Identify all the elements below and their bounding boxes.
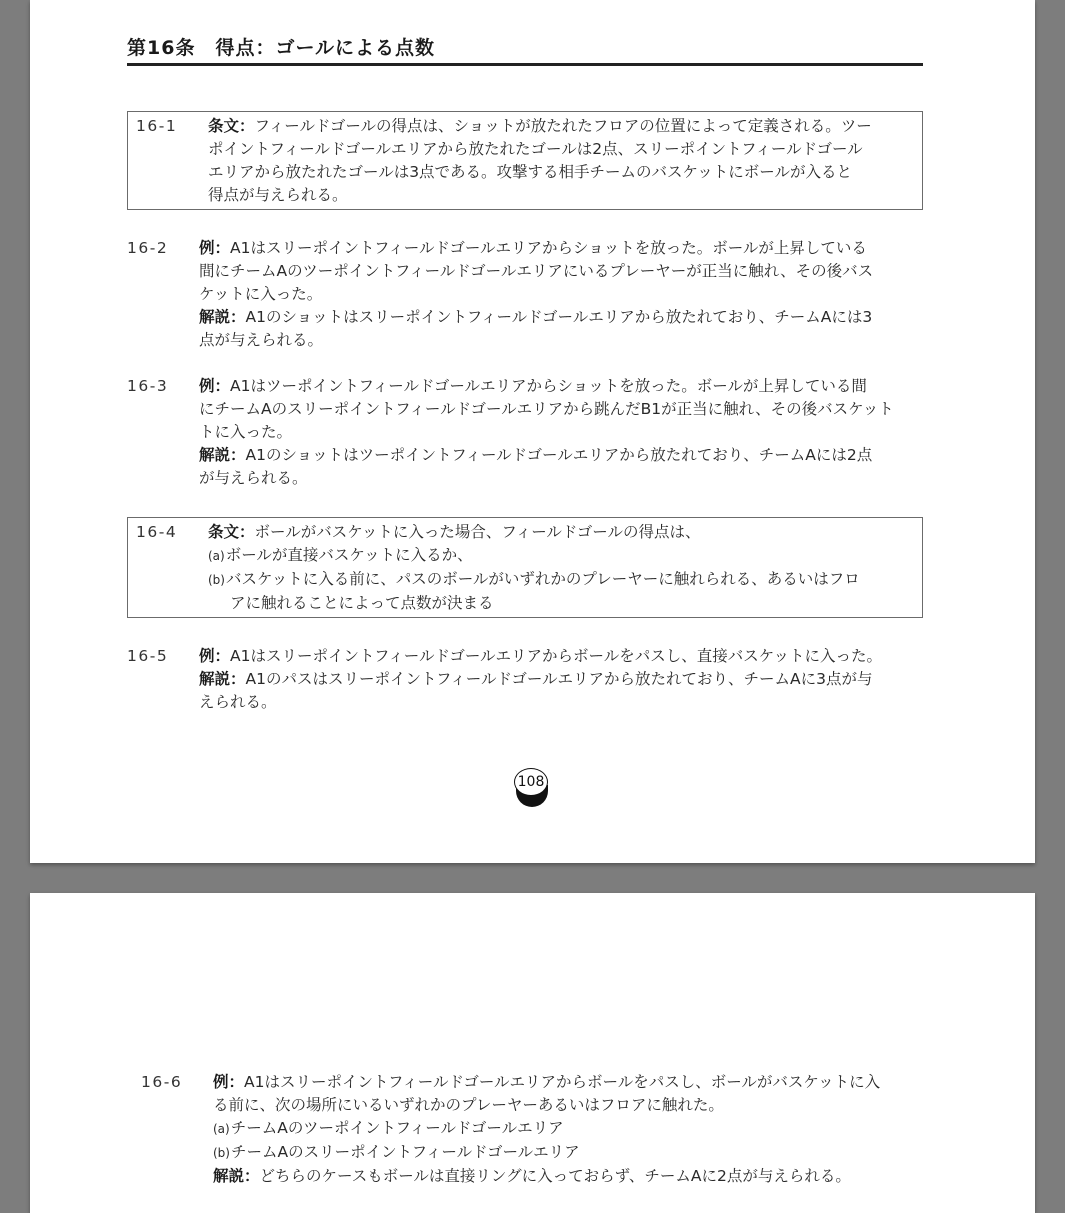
explanation-label: 解説： bbox=[199, 446, 246, 464]
explanation-text: が与えられる。 bbox=[199, 469, 308, 487]
page-number: 108 bbox=[514, 768, 548, 796]
explanation-label: 解説： bbox=[213, 1167, 260, 1185]
example-text: 間にチームAのツーポイントフィールドゴールエリアにいるプレーヤーが正当に触れ、その後バス bbox=[199, 262, 874, 280]
article-text: 得点が与えられる。 bbox=[208, 186, 348, 204]
list-item-b: バスケットに入る前に、パスのボールがいずれかのプレーヤーに触れられる、あるいはフロ bbox=[225, 570, 860, 588]
case-16-2 bbox=[127, 237, 927, 352]
document-page-108 bbox=[30, 0, 1035, 863]
example-text: トに入った。 bbox=[199, 423, 293, 441]
example-text: A1はスリーポイントフィールドゴールエリアからボールをパスし、ボールがバスケットに入 bbox=[244, 1073, 881, 1091]
example-text: A1はスリーポイントフィールドゴールエリアからボールをパスし、直接バスケットに入った。 bbox=[230, 647, 882, 665]
case-16-6 bbox=[141, 1071, 971, 1188]
example-label: 例： bbox=[213, 1073, 245, 1091]
document-page-109 bbox=[30, 893, 1035, 1213]
entry-number: 16-1 bbox=[136, 117, 178, 135]
entry-number: 16-5 bbox=[127, 647, 169, 665]
article-title: 第16条 得点：ゴールによる点数 bbox=[127, 37, 436, 59]
case-16-3 bbox=[127, 375, 927, 490]
explanation-text: 点が与えられる。 bbox=[199, 331, 324, 349]
example-label: 例： bbox=[199, 647, 231, 665]
case-16-5 bbox=[127, 645, 927, 714]
article-text: フィールドゴールの得点は、ショットが放たれたフロアの位置によって定義される。ツー bbox=[254, 117, 872, 135]
explanation-text: どちらのケースもボールは直接リングに入っておらず、チームAに2点が与えられる。 bbox=[259, 1167, 851, 1185]
explanation-text: A1のショットはツーポイントフィールドゴールエリアから放たれており、チームAには2点 bbox=[245, 446, 873, 464]
list-item-a: ボールが直接バスケットに入るか、 bbox=[225, 546, 473, 564]
example-text: にチームAのスリーポイントフィールドゴールエリアから跳んだB1が正当に触れ、その後バスケット bbox=[199, 400, 894, 418]
entry-number: 16-3 bbox=[127, 377, 169, 395]
explanation-text: えられる。 bbox=[199, 693, 277, 711]
explanation-label: 解説： bbox=[199, 308, 246, 326]
example-label: 例： bbox=[199, 239, 231, 257]
title-divider bbox=[127, 63, 923, 66]
list-marker-b: (b) bbox=[213, 1146, 230, 1160]
entry-number: 16-6 bbox=[141, 1073, 183, 1091]
article-label: 条文： bbox=[208, 523, 255, 541]
explanation-text: A1のパスはスリーポイントフィールドゴールエリアから放たれており、チームAに3点が与 bbox=[245, 670, 873, 688]
entry-number: 16-4 bbox=[136, 523, 178, 541]
list-item-a: チームAのツーポイントフィールドゴールエリア bbox=[230, 1119, 564, 1137]
article-box-16-4 bbox=[127, 517, 923, 618]
page-number-badge bbox=[512, 765, 552, 811]
entry-number: 16-2 bbox=[127, 239, 169, 257]
explanation-text: A1のショットはスリーポイントフィールドゴールエリアから放たれており、チームAには3 bbox=[245, 308, 873, 326]
example-text: A1はツーポイントフィールドゴールエリアからショットを放った。ボールが上昇している間 bbox=[230, 377, 867, 395]
list-marker-a: (a) bbox=[208, 549, 225, 563]
list-marker-b: (b) bbox=[208, 573, 225, 587]
list-item-b: チームAのスリーポイントフィールドゴールエリア bbox=[230, 1143, 580, 1161]
example-text: ケットに入った。 bbox=[199, 285, 323, 303]
list-marker-a: (a) bbox=[213, 1122, 230, 1136]
example-text: A1はスリーポイントフィールドゴールエリアからショットを放った。ボールが上昇している bbox=[230, 239, 867, 257]
list-item-b-continued: アに触れることによって点数が決まる bbox=[230, 594, 494, 612]
example-label: 例： bbox=[199, 377, 231, 395]
article-label: 条文： bbox=[208, 117, 255, 135]
article-box-16-1 bbox=[127, 111, 923, 210]
example-text: る前に、次の場所にいるいずれかのプレーヤーあるいはフロアに触れた。 bbox=[213, 1096, 724, 1114]
article-text: ポイントフィールドゴールエリアから放たれたゴールは2点、スリーポイントフィールドゴール bbox=[208, 140, 863, 158]
explanation-label: 解説： bbox=[199, 670, 246, 688]
article-text: ボールがバスケットに入った場合、フィールドゴールの得点は、 bbox=[254, 523, 701, 541]
article-text: エリアから放たれたゴールは3点である。攻撃する相手チームのバスケットにボールが入ると bbox=[208, 163, 852, 181]
